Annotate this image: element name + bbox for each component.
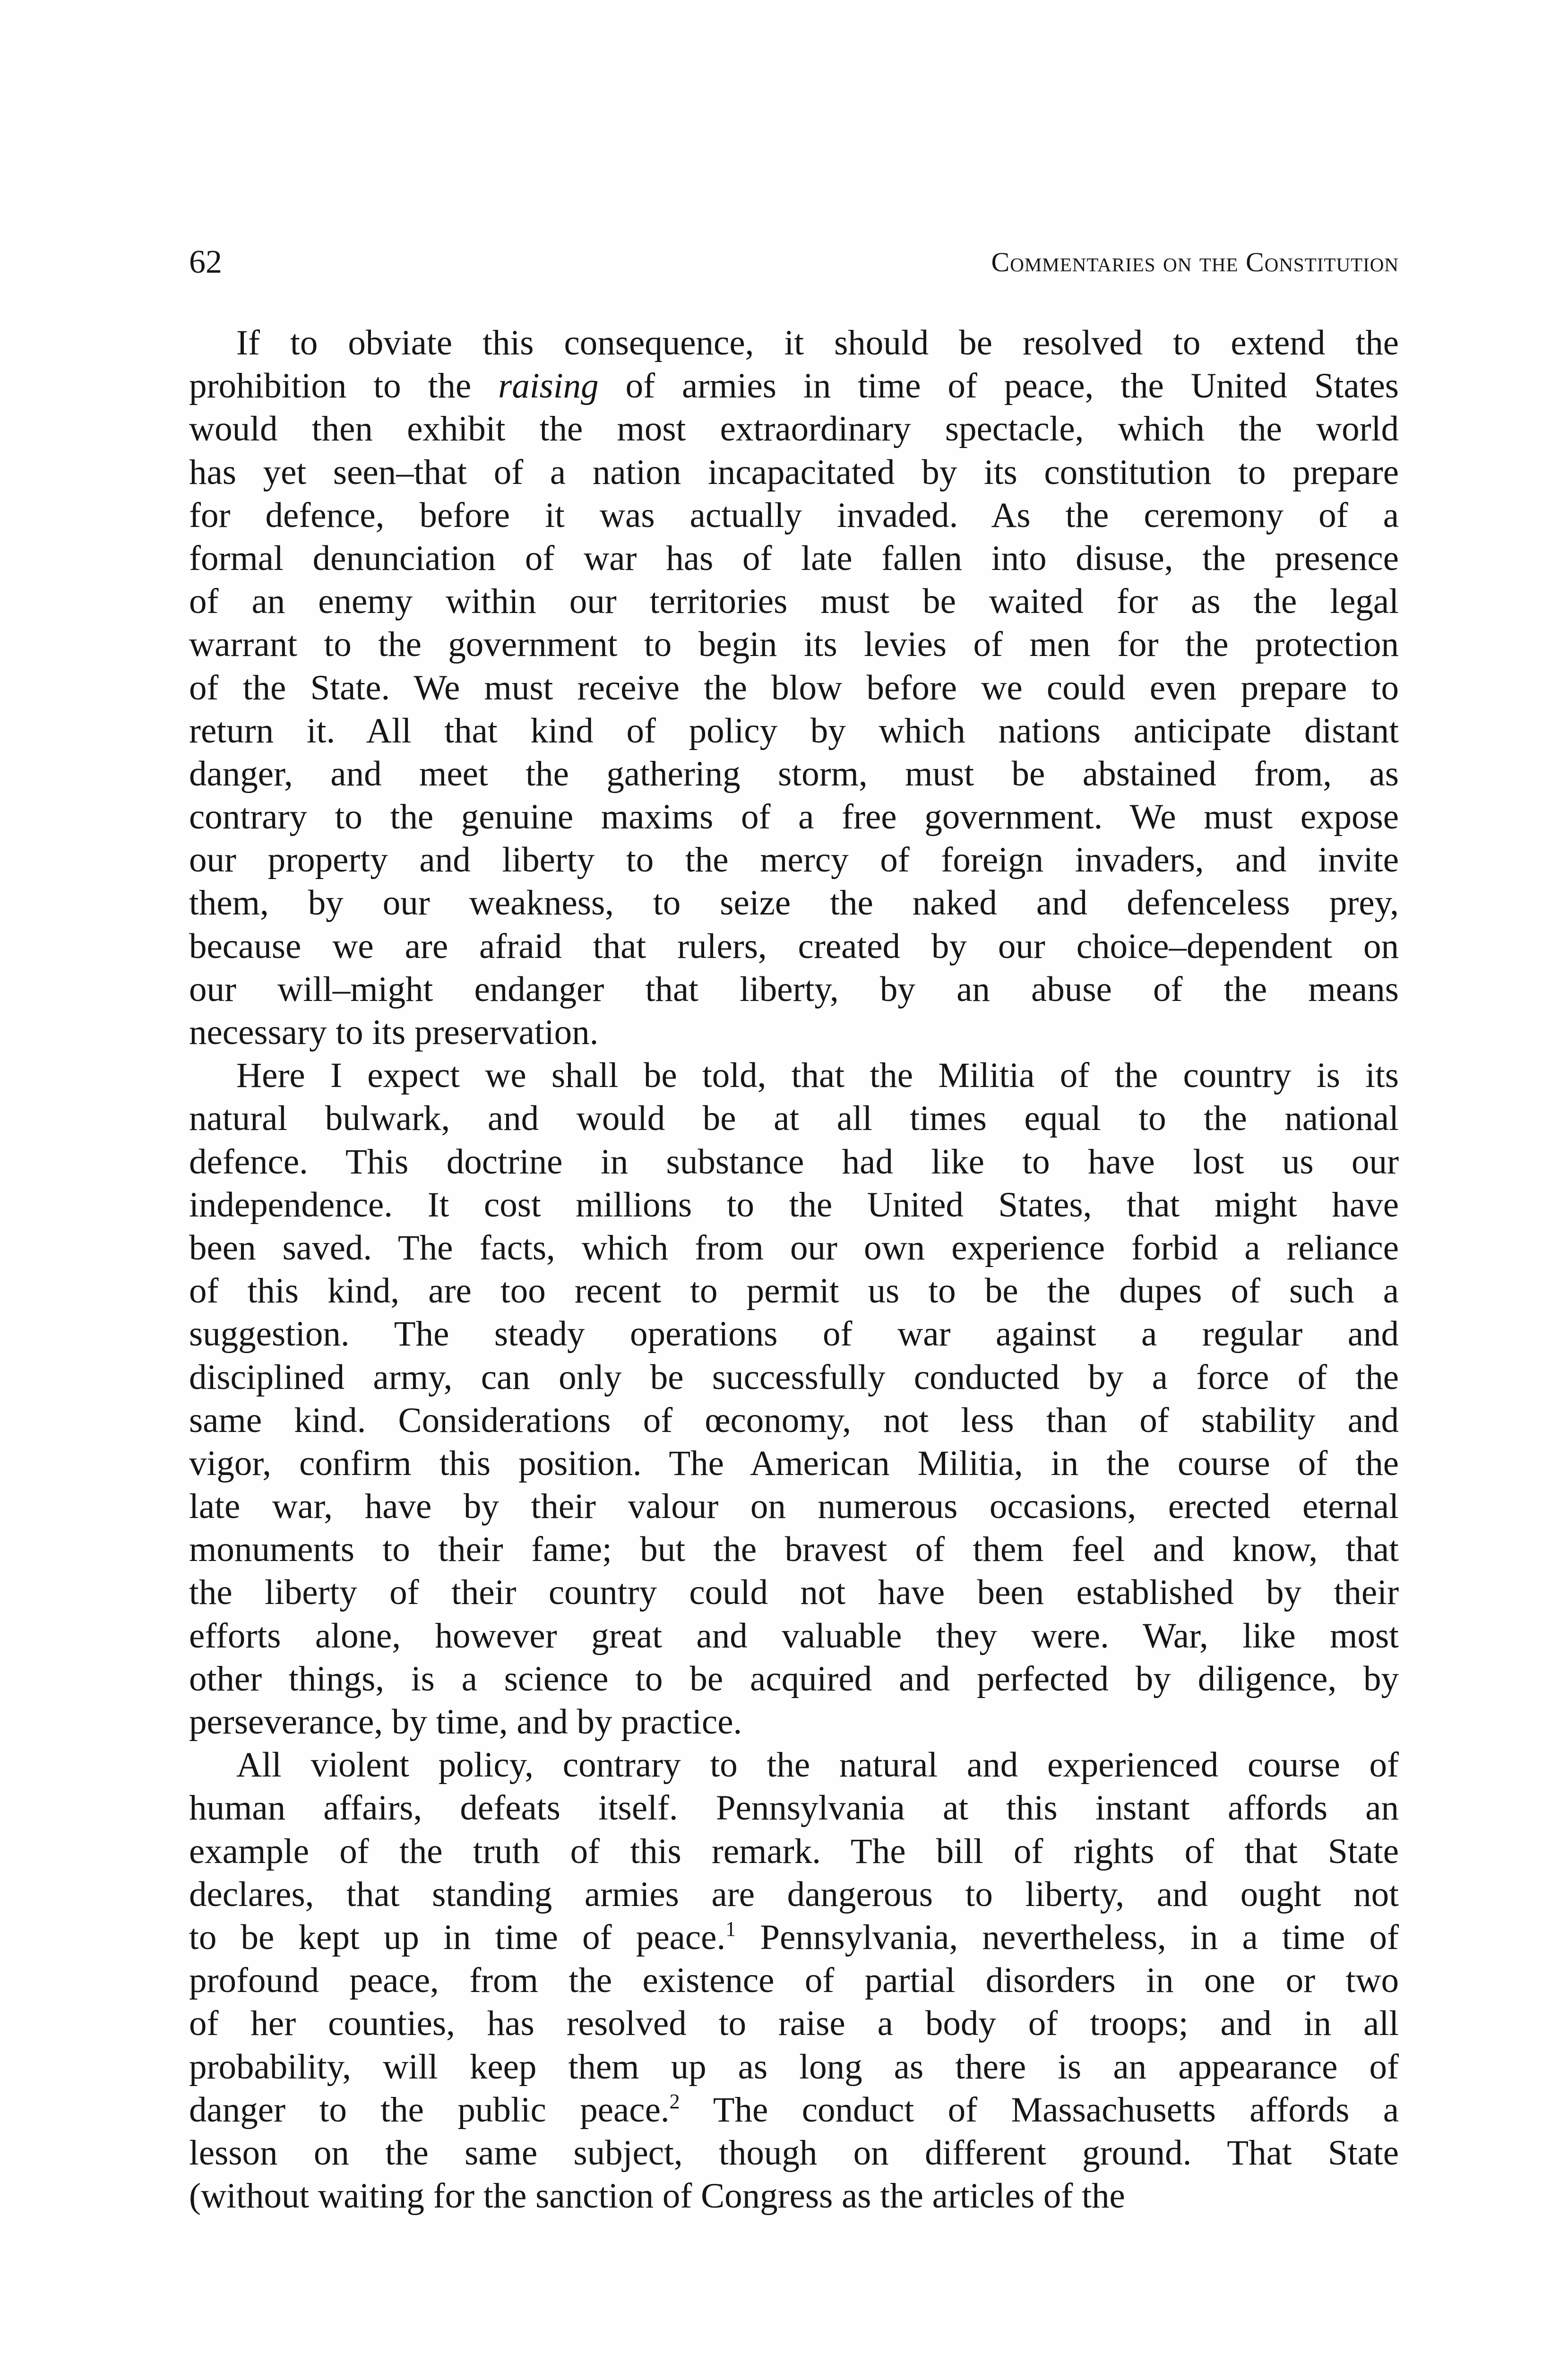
- footnote-marker[interactable]: 1: [725, 1917, 736, 1940]
- text-line: natural bulwark, and would be at all times equal to the national: [189, 1099, 1399, 1138]
- text-line: formal denunciation of war has of late fallen into disuse, the presence: [189, 538, 1399, 578]
- text-line: to be kept up in time of peace.$^1$ Pennsylvania, nevertheless, in a time of: [189, 1917, 1399, 1957]
- text-line: other things, is a science to be acquired and perfected by diligence, by: [189, 1659, 1399, 1699]
- text-line: lesson on the same subject, though on different ground. That State: [189, 2133, 1399, 2173]
- text-line: danger, and meet the gathering storm, must be abstained from, as: [189, 754, 1399, 793]
- text-line: If to obviate this consequence, it should be resolved to extend the: [236, 323, 1399, 362]
- text-line: because we are afraid that rulers, created by our choice–dependent on: [189, 926, 1399, 966]
- text-line: our property and liberty to the mercy of foreign invaders, and invite: [189, 840, 1399, 880]
- text-line: necessary to its preservation.: [189, 1013, 599, 1052]
- text-line: Here I expect we shall be told, that the Militia of the country is its: [236, 1056, 1399, 1095]
- text-line: return it. All that kind of policy by which nations anticipate distant: [189, 711, 1399, 750]
- text-line: probability, will keep them up as long as there is an appearance of: [189, 2047, 1399, 2087]
- text-line: of her counties, has resolved to raise a body of troops; and in all: [189, 2004, 1399, 2044]
- footnote-marker[interactable]: 2: [669, 2089, 680, 2113]
- text-line: would then exhibit the most extraordinary spectacle, which the world: [189, 409, 1399, 449]
- body-text: [189, 321, 1399, 2217]
- text-line: All violent policy, contrary to the natural and experienced course of: [236, 1745, 1399, 1785]
- text-line: same kind. Considerations of œconomy, not less than of stability and: [189, 1400, 1399, 1440]
- text-line: defence. This doctrine in substance had like to have lost us our: [189, 1142, 1399, 1182]
- running-head: Commentaries on the Constitution: [991, 247, 1399, 277]
- text-line: warrant to the government to begin its levies of men for the protection: [189, 625, 1399, 664]
- text-line: (without waiting for the sanction of Congress as the articles of the: [189, 2176, 1125, 2216]
- text-line: of this kind, are too recent to permit us to be the dupes of such a: [189, 1271, 1399, 1311]
- text-line: has yet seen–that of a nation incapacitated by its constitution to prepare: [189, 452, 1399, 492]
- text-line: human affairs, defeats itself. Pennsylvania at this instant affords an: [189, 1788, 1399, 1828]
- text-line: the liberty of their country could not have been established by their: [189, 1573, 1399, 1613]
- text-line: late war, have by their valour on numerous occasions, erected eternal: [189, 1487, 1399, 1526]
- italic-word: raising: [498, 366, 599, 406]
- text-line: for defence, before it was actually invaded. As the ceremony of a: [189, 495, 1399, 535]
- text-line: them, by our weakness, to seize the naked and defenceless prey,: [189, 883, 1399, 923]
- text-line: vigor, confirm this position. The American Militia, in the course of the: [189, 1443, 1399, 1483]
- page-header: [189, 236, 1399, 288]
- text-line: example of the truth of this remark. The bill of rights of that State: [189, 1831, 1399, 1871]
- text-line: contrary to the genuine maxims of a free government. We must expose: [189, 797, 1399, 837]
- text-line: efforts alone, however great and valuable they were. War, like most: [189, 1616, 1399, 1656]
- paragraph: [189, 1054, 1399, 1743]
- page-number: 62: [189, 244, 222, 280]
- text-line: perseverance, by time, and by practice.: [189, 1702, 742, 1742]
- text-line: danger to the public peace.$^2$ The conduct of Massachusetts affords a: [189, 2089, 1399, 2130]
- paragraph: [189, 1743, 1399, 2217]
- paragraph: [189, 321, 1399, 1054]
- text-line: of an enemy within our territories must be waited for as the legal: [189, 582, 1399, 621]
- text-line: prohibition to the raising of armies in time of peace, the United States: [189, 366, 1399, 406]
- text-line: of the State. We must receive the blow before we could even prepare to: [189, 668, 1399, 707]
- text-line: declares, that standing armies are dangerous to liberty, and ought not: [189, 1874, 1399, 1914]
- text-line: our will–might endanger that liberty, by an abuse of the means: [189, 969, 1399, 1009]
- text-line: monuments to their fame; but the bravest of them feel and know, that: [189, 1530, 1399, 1570]
- text-line: suggestion. The steady operations of war against a regular and: [189, 1314, 1399, 1354]
- text-line: independence. It cost millions to the United States, that might have: [189, 1185, 1399, 1225]
- text-line: profound peace, from the existence of partial disorders in one or two: [189, 1961, 1399, 2001]
- text-line: been saved. The facts, which from our own experience forbid a reliance: [189, 1228, 1399, 1268]
- text-line: disciplined army, can only be successfully conducted by a force of the: [189, 1357, 1399, 1397]
